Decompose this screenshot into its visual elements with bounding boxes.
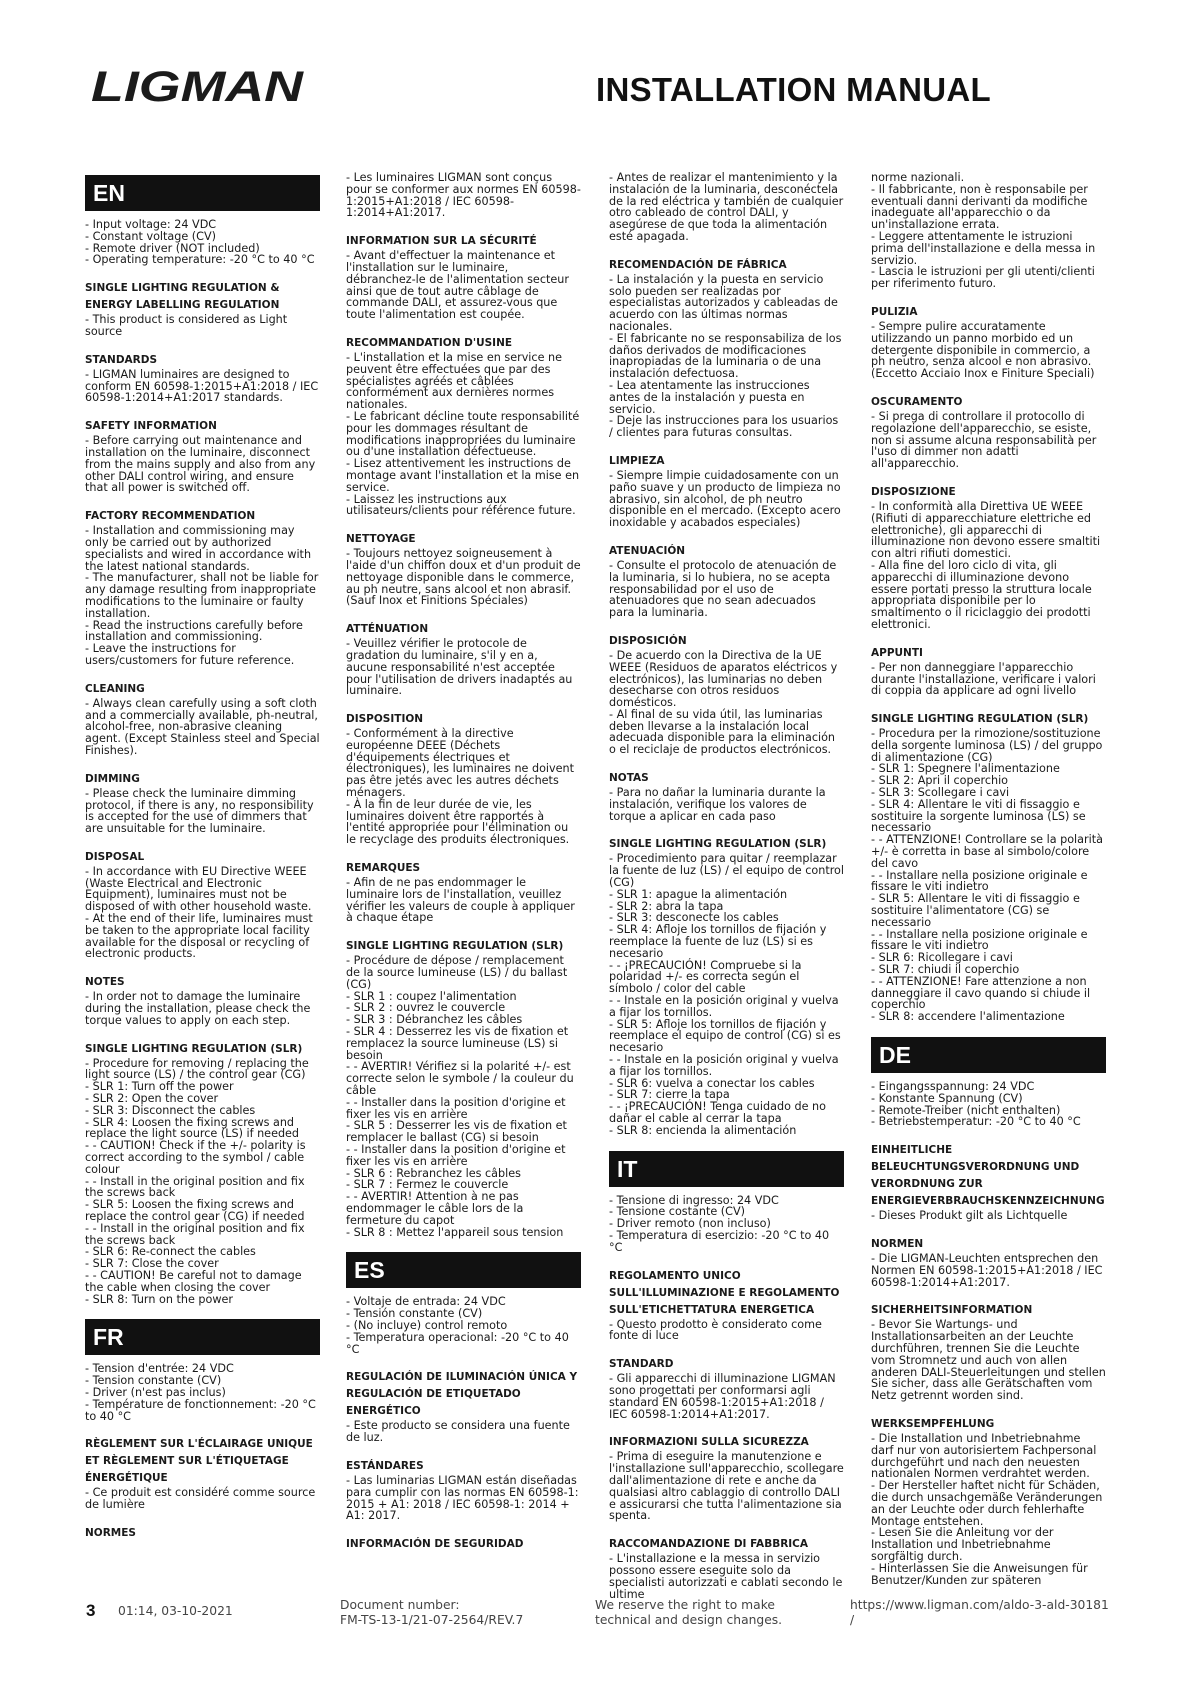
text-line: - Deje las instrucciones para los usuarios / clientes para futuras consultas. [609,414,839,440]
text-line: - Gli apparecchi di illuminazione LIGMAN sono progettati per conformarsi agli standard EN 60598-1:2015+A1:2018 / IEC 60598-1:2014+A1:2017. [609,1372,836,1421]
section [609,633,844,756]
text-line: - - ATTENZIONE! Controllare se la polarità +/- è corretta in base al simbolo/colore del cavo [871,833,1103,870]
text-line: - Alla fine del loro ciclo di vita, gli apparecchi di illuminazione devono essere portati presso la struttura locale appropriata disponibile per lo smaltimento o il riciclaggio dei prodotti elettronici. [871,558,1092,631]
text-line: norme nazionali. [871,171,965,184]
text-line: - SLR 5: Afloje los tornillos de fijación y reemplace el equipo de control (CG) si es necesario [609,1017,841,1055]
section-heading: DISPOSAL [85,850,145,863]
text-line: - - Installare nella posizione originale e fissare le viti indietro [871,927,1088,953]
text-line: - Tensión constante (CV) [346,1307,483,1321]
section [609,836,844,1136]
text-line: - Die LIGMAN-Leuchten entsprechen den Normen EN 60598-1:2015+A1:2018 / IEC 60598-1:2014+A1:2017. [871,1252,1103,1289]
section-heading: DISPOSIZIONE [871,485,956,498]
text-line: - SLR 4: Afloje los tornillos de fijación y reemplace la fuente de luz (LS) si es necesario [609,923,827,960]
disclaimer-line-2: technical and design changes. [595,1613,783,1627]
section-heading: EINHEITLICHE BELEUCHTUNGSVERORDNUNG UND VERORDNUNG ZUR ENERGIEVERBRAUCHSKENNZEICHNUNG [871,1144,1105,1208]
text-line: - In accordance with EU Directive WEEE (Waste Electrical and Electronic Equipment), luminaires must not be disposed of with other household waste. [85,864,312,914]
section-heading: CLEANING [85,682,145,695]
section [871,645,1106,697]
section [85,219,320,266]
text-line: - SLR 8: encienda la alimentación [609,1123,797,1137]
section-heading: NETTOYAGE [346,533,416,546]
text-line: - Veuillez vérifier le protocole de gradation du luminaire, s'il y en a, aucune responsabilité n'est acceptée pour l'utilisation de drivers inadaptés au luminaire. [346,637,573,698]
text-line: - - Install in the original position and fix the screws back [85,1174,305,1200]
section [871,711,1106,1023]
language-header-fr: FR [85,1319,320,1355]
text-line: - Please check the luminaire dimming protocol, if there is any, no responsibility is accepted for the use of dimmers that are unsuitable for the luminaire. [85,786,314,836]
text-line: - SLR 6 : Rebranchez les câbles [346,1166,521,1180]
logo-wordmark: LIGMAN [91,64,305,110]
text-line: - Eingangsspannung: 24 VDC [871,1080,1035,1094]
section [871,1081,1106,1128]
section [85,508,320,667]
text-line: - La instalación y la puesta en servicio solo pueden ser realizadas por especialistas autorizados y cableadas de acuerdo con las últimas normas nacionales. [609,272,838,333]
text-line: - Leggere attentamente le istruzioni prima dell'installazione e della messa in servizio. [871,229,1096,267]
language-header-es: ES [346,1252,581,1288]
text-line: - SLR 4: Loosen the fixing screws and replace the light source (LS) if needed [85,1115,300,1141]
section-heading: APPUNTI [871,646,923,659]
section-heading: INFORMATION SUR LA SÉCURITÉ [346,235,537,248]
section [346,172,581,219]
section [346,531,581,607]
section [346,335,581,517]
text-line: - Driver (n'est pas inclus) [85,1385,226,1399]
column-4 [871,172,1106,1600]
text-line: - SLR 2: Open the cover [85,1092,219,1106]
text-line: - Para no dañar la luminaria durante la instalación, verifique los valores de torque a aplicar en cada paso [609,786,826,823]
ligman-logo [91,64,306,110]
text-line: - - Installer dans la position d'origine et fixer les vis en arrière [346,1143,566,1168]
section [346,621,581,697]
text-line: - Read the instructions carefully before installation and commissioning. [85,618,303,644]
column-1 [85,175,320,1556]
text-line: - SLR 5: Loosen the fixing screws and replace the control gear (CG) if needed [85,1198,305,1224]
text-line: - Per non danneggiare l'apparecchio durante l'installazione, verificare i valori di coppia da applicare ad ogni livello [871,660,1096,698]
text-line: - Conformément à la directive européenne DEEE (Déchets d'équipements électriques et électroniques), les luminaires ne doivent pas être jetés avec les autres déchets ménagers. [346,727,575,800]
text-line: - Operating temperature: -20 °C to 40 °C [85,253,315,267]
disclaimer-line-1: We reserve the right to make [595,1598,775,1612]
text-line: - Dieses Produkt gilt als Lichtquelle [871,1209,1068,1223]
section-heading: REGULACIÓN DE ILUMINACIÓN ÚNICA Y REGULACIÓN DE ETIQUETADO ENERGÉTICO [346,1371,578,1418]
text-line: - L'installazione e la messa in servizio possono essere eseguite solo da specialisti autorizzati e cablati secondo le ultime [609,1552,843,1601]
text-line: - Tension d'entrée: 24 VDC [85,1362,234,1376]
text-line: - SLR 8: Turn on the power [85,1292,233,1306]
text-line: - SLR 4: Allentare le viti di fissaggio e sostituire la sorgente luminosa (LS) se necessario [871,797,1086,835]
section-heading: RECOMMANDATION D'USINE [346,336,513,349]
section [609,1434,844,1522]
section [346,860,581,924]
section-heading: ESTÁNDARES [346,1459,424,1472]
text-line: - - ATTENZIONE! Fare attenzione a non danneggiare il cavo quando si chiude il coperchio [871,974,1091,1012]
section [346,233,581,321]
text-line: - - Instale en la posición original y vuelva a fijar los tornillos. [609,994,839,1019]
text-line: - À la fin de leur durée de vie, les luminaires doivent être rapportés à l'entité appropriée pour l'élimination ou le recyclage des produits électroniques. [346,797,570,847]
text-line: - SLR 2 : ouvrez le couvercle [346,1001,506,1015]
section [346,1296,581,1355]
text-line: - Input voltage: 24 VDC [85,218,217,231]
text-line: - - Installare nella posizione originale e fissare le viti indietro [871,868,1088,894]
section [85,418,320,494]
section [85,1363,320,1422]
text-line: - Le fabricant décline toute responsabilité pour les dommages résultant de modifications inappropriées du luminaire ou d'une installation défectueuse. [346,409,580,459]
section [85,280,320,338]
text-line: - The manufacturer, shall not be liable for any damage resulting from inappropriate modifications to the luminaire or faulty installation. [85,571,319,620]
text-line: - SLR 3 : Débranchez les câbles [346,1013,523,1027]
text-line: - - Installer dans la position d'origine et fixer les vis en arrière [346,1095,566,1121]
text-line: - Este producto se considera una fuente de luz. [346,1419,570,1445]
text-line: - This product is considered as Light source [85,313,288,338]
footer-document-number [340,1598,523,1628]
text-line: - SLR 1: apague la alimentación [609,887,788,901]
section [346,1369,581,1444]
text-line: - Tensione di ingresso: 24 VDC [609,1193,779,1207]
section [85,352,320,404]
url-line-2: / [850,1613,855,1627]
text-line: - Bevor Sie Wartungs- und Installationsarbeiten an der Leuchte durchführen, trennen Sie die Leuchte vom Stromnetz und auch von allen anderen DALI-Steuerleitungen und stellen Sie sicher, dass alle Gerätschaften vom Netz getrennt worden sind. [871,1318,1106,1403]
section-heading: DIMMING [85,772,140,785]
text-line: - SLR 5 : Desserrer les vis de fixation et remplacer le ballast (CG) si besoin [346,1119,567,1145]
text-line: - Avant d'effectuer la maintenance et l'installation sur le luminaire, débranchez-le de l'alimentation secteur ainsi que de tout autre câblage de commande DALI, et assurez-vous que toute l'alimentation est coupée. [346,249,569,322]
text-line: - SLR 6: Re-connect the cables [85,1245,256,1259]
section-heading: SAFETY INFORMATION [85,420,217,433]
text-line: - El fabricante no se responsabiliza de los daños derivados de modificaciones inapropiadas de la luminaria o de una instalación defectuosa. [609,331,842,381]
section [609,543,844,619]
section-heading: NOTES [85,976,125,989]
section [85,681,320,757]
text-line: - Procedure for removing / replacing the light source (LS) / the control gear (CG) [85,1056,309,1082]
text-line: - Les luminaires LIGMAN sont conçus pour se conformer aux normes EN 60598-1:2015+A1:2018 / IEC 60598-1:2014+A1:2017. [346,171,581,220]
section [609,257,844,439]
text-line: - Al final de su vida útil, las luminarias deben llevarse a la instalación local adecuada disponible para la eliminación o el reciclaje de productos electrónicos. [609,707,836,757]
section [85,771,320,835]
section-heading: RÈGLEMENT SUR L'ÉCLAIRAGE UNIQUE ET RÈGLEMENT SUR L'ÉTIQUETAGE ÉNERGÉTIQUE [85,1438,313,1485]
section [346,711,581,846]
url-line-1[interactable]: https://www.ligman.com/aldo-3-ald-30181 [850,1598,1109,1612]
section-heading: NORMES [85,1526,136,1539]
text-line: - Remote-Treiber (nicht enthalten) [871,1103,1061,1117]
text-line: - LIGMAN luminaires are designed to conform EN 60598-1:2015+A1:2018 / IEC 60598-1:2014+A1:2017 standards. [85,367,319,405]
section-heading: SINGLE LIGHTING REGULATION (SLR) [346,940,564,953]
section-heading: SINGLE LIGHTING REGULATION (SLR) [871,713,1089,726]
section-heading: REGOLAMENTO UNICO SULL'ILLUMINAZIONE E REGOLAMENTO SULL'ETICHETTATURA ENERGETICA [609,1269,840,1316]
section [871,1302,1106,1402]
section [609,172,844,243]
section-heading: ATTÉNUATION [346,623,429,636]
text-line: - Las luminarias LIGMAN están diseñadas para cumplir con las normas EN 60598-1: 2015 + A1: 2018 / IEC 60598-1: 2014 + A1: 2017. [346,1473,579,1523]
section [85,849,320,960]
section-heading: OSCURAMENTO [871,395,963,408]
text-line: - SLR 1: Spegnere l'alimentazione [871,762,1060,776]
column-3 [609,172,844,1614]
section-heading: PULIZIA [871,305,918,318]
section [871,1236,1106,1288]
section-heading: RECOMENDACIÓN DE FÁBRICA [609,258,787,271]
text-line: - SLR 5: Allentare le viti di fissaggio e sostituire l'alimentatore (CG) se necessario [871,892,1080,929]
text-line: - Afin de ne pas endommager le luminaire lors de l'installation, veuillez vérifier les valeurs de couple à appliquer à chaque étape [346,876,575,925]
section-heading: NOTAS [609,772,649,785]
section-heading: INFORMAZIONI SULLA SICUREZZA [609,1436,809,1449]
section [85,1525,320,1542]
text-line: - Prima di eseguire la manutenzione e l'installazione sull'apparecchio, scollegare dall'alimentazione di rete e anche da qualsiasi altro cablaggio di controllo DALI e assicurarsi che tutta l'alimentazione sia spenta. [609,1450,844,1523]
text-line: - Sempre pulire accuratamente utilizzando un panno morbido ed un detergente disponibile in commercio, a ph neutro, senza alcool e non abrasivo. (Eccetto Acciaio Inox e Finiture Speciali) [871,319,1095,381]
text-line: - Laissez les instructions aux utilisateurs/clients pour référence future. [346,492,576,518]
text-line: - Betriebstemperatur: -20 °C to 40 °C [871,1115,1081,1129]
text-line: - SLR 1: Turn off the power [85,1080,234,1094]
text-line: - Die Installation und Inbetriebnahme darf nur von autorisiertem Fachpersonal durchgeführt und nach den neuesten nationalen Normen verdrahtet werden. [871,1431,1097,1481]
text-line: - - Install in the original position and fix the screws back [85,1221,305,1247]
text-line: - L'installation et la mise en service ne peuvent être effectuées que par des spécialistes agréés et câblées conformément aux dernières normes nationales. [346,350,562,412]
text-line: - SLR 6: vuelva a conectar los cables [609,1076,815,1090]
section-heading: SICHERHEITSINFORMATION [871,1304,1033,1317]
text-line: - - AVERTIR! Vérifiez si la polarité +/- est correcte selon le symbole / la couleur du câble [346,1060,574,1098]
language-header-it: IT [609,1151,844,1187]
section-heading: SINGLE LIGHTING REGULATION (SLR) [85,1042,303,1055]
section [609,1356,844,1420]
section-heading: STANDARD [609,1358,674,1371]
section [609,1268,844,1343]
section [871,484,1106,631]
text-line: - Antes de realizar el mantenimiento y la instalación de la luminaria, desconéctela de la red eléctrica y también de cualquier otro cableado de control DALI, y asegúrese de que toda la alimentación esté apagada. [609,171,844,243]
text-line: - Siempre limpie cuidadosamente con un paño suave y un producto de limpieza no abrasivo, sin alcohol, de ph neutro disponible en el mercado. (Excepto acero inoxidable y acabados especiales) [609,468,841,530]
text-line: - - Instale en la posición original y vuelva a fijar los tornillos. [609,1053,839,1078]
text-line: - Lesen Sie die Anleitung vor der Installation und Inbetriebnahme sorgfältig durch. [871,1526,1054,1563]
section [609,453,844,529]
section [346,1536,581,1553]
logo-graphic [91,64,306,110]
section-heading: DISPOSICIÓN [609,634,687,647]
section-heading: NORMEN [871,1238,924,1250]
text-line: - Questo prodotto è considerato come fonte di luce [609,1317,822,1343]
text-line: - Lisez attentivement les instructions de montage avant l'installation et la mise en service. [346,457,580,494]
section [609,1536,844,1600]
text-line: - Voltaje de entrada: 24 VDC [346,1295,506,1309]
language-header-en: EN [85,175,320,211]
text-line: - Lascia le istruzioni per gli utenti/clienti per riferimento futuro. [871,265,1095,291]
text-line: - Tensione costante (CV) [609,1205,745,1219]
text-line: - SLR 3: Scollegare i cavi [871,786,1010,800]
doc-number-value: FM-TS-13-1/21-07-2564/REV.7 [340,1613,524,1627]
section-heading: SINGLE LIGHTING REGULATION (SLR) [609,838,827,851]
section-heading: DISPOSITION [346,713,424,726]
section [346,1458,581,1522]
text-line: - Der Hersteller haftet nicht für Schäden, die durch unsachgemäße Veränderungen an der Leuchte oder durch fehlerhafte Montage entstehen. [871,1479,1103,1528]
text-line: - SLR 2: Apri il coperchio [871,774,1009,788]
text-line: - SLR 8: accendere l'alimentazione [871,1010,1065,1024]
section [609,1195,844,1254]
text-line: - Si prega di controllare il protocollo di regolazione dell'apparecchio, se esiste, non si assume alcuna responsabilità per l'uso di dimmer non adatti all'apparecchio. [871,409,1097,471]
section [85,1436,320,1511]
text-line: - - AVERTIR! Attention à ne pas endommager le câble lors de la fermeture du capot [346,1190,524,1227]
text-line: - Hinterlassen Sie die Anweisungen für Benutzer/Kunden zur späteren [871,1561,1088,1587]
text-line: - (No incluye) control remoto [346,1318,508,1332]
section [609,770,844,822]
text-line: - Tension constante (CV) [85,1374,222,1388]
text-line: - - CAUTION! Be careful not to damage the cable when closing the cover [85,1269,302,1294]
text-line: - Before carrying out maintenance and installation on the luminaire, disconnect from the mains supply and also from any other DALI control wiring, and ensure that all power is switched off. [85,434,316,495]
section [85,1041,320,1306]
text-line: - SLR 7 : Fermez le couvercle [346,1178,509,1192]
text-line: - Always clean carefully using a soft cloth and a commercially available, ph-neutral, alcohol-free, non-abrasive cleaning agent. (Except Stainless steel and Special Finishes). [85,696,320,757]
text-line: - Temperatura operacional: -20 °C to 40 °C [346,1330,569,1356]
section [871,394,1106,470]
text-line: - SLR 3: desconecte los cables [609,911,779,925]
text-line: - SLR 2: abra la tapa [609,899,724,913]
text-line: - Procedura per la rimozione/sostituzione della sorgente luminosa (LS) / del gruppo di alimentazione (CG) [871,727,1103,764]
text-line: - In conformità alla Direttiva UE WEEE (Rifiuti di apparecchiature elettriche ed elettroniche), gli apparecchi di illuminazione non devono essere smaltiti con altri rifiuti domestici. [871,499,1101,561]
text-line: - Temperatura di esercizio: -20 °C to 40 °C [609,1228,830,1254]
text-line: - SLR 1 : coupez l'alimentation [346,989,517,1003]
section-heading: ATENUACIÓN [609,544,686,557]
text-line: - SLR 3: Disconnect the cables [85,1103,256,1117]
text-line: - Installation and commissioning may only be carried out by authorized specialists and wired in accordance with the latest national standards. [85,524,312,573]
section [871,304,1106,380]
section-heading: WERKSEMPFEHLUNG [871,1417,995,1430]
text-line: - De acuerdo con la Directiva de la UE WEEE (Residuos de aparatos eléctricos y electrónicos), las luminarias no deben desecharse con otros residuos domésticos. [609,648,838,710]
text-line: - SLR 7: cierre la tapa [609,1088,730,1102]
text-line: - Lea atentamente las instrucciones antes de la instalación y puesta en servicio. [609,378,810,416]
text-line: - SLR 8 : Mettez l'appareil sous tension [346,1225,564,1239]
text-line: - Konstante Spannung (CV) [871,1091,1023,1105]
text-line: - SLR 4 : Desserrez les vis de fixation et remplacez la source lumineuse (LS) si besoin [346,1025,569,1062]
section [871,172,1106,290]
footer-url [850,1598,1109,1628]
section [85,974,320,1026]
text-line: - - CAUTION! Check if the +/- polarity is correct according to the symbol / cable colour [85,1139,306,1176]
language-header-de: DE [871,1037,1106,1073]
text-line: - Il fabbricante, non è responsabile per eventuali danni derivanti da modifiche inadeguate all'apparecchio o da un'installazione errata. [871,182,1088,232]
text-line: - - ¡PRECAUCIÓN! Compruebe si la polaridad +/- es correcta según el símbolo / color del cable [609,958,802,996]
section-heading: REMARQUES [346,862,421,875]
text-line: - Remote driver (NOT included) [85,241,260,255]
text-line: - SLR 7: Close the cover [85,1257,219,1271]
text-line: - In order not to damage the luminaire during the installation, please check the torque values to apply on each step. [85,990,311,1027]
page-title: INSTALLATION MANUAL [596,71,991,108]
text-line: - Procedimiento para quitar / reemplazar la fuente de luz (LS) / el equipo de control (CG) [609,852,845,890]
text-line: - SLR 6: Ricollegare i cavi [871,951,1013,965]
footer-timestamp: 01:14, 03-10-2021 [118,1604,233,1618]
section [871,1142,1106,1222]
text-line: - Température de fonctionnement: -20 °C to 40 °C [85,1397,316,1423]
section-heading: SINGLE LIGHTING REGULATION & ENERGY LABELLING REGULATION [85,282,280,312]
section-heading: LIMPIEZA [609,454,665,467]
footer-disclaimer [595,1598,782,1628]
text-line: - Ce produit est considéré comme source de lumière [85,1486,316,1512]
section-heading: FACTORY RECOMMENDATION [85,510,256,523]
text-line: - Driver remoto (non incluso) [609,1217,771,1231]
section [871,1416,1106,1586]
text-line: - Consulte el protocolo de atenuación de la luminaria, si lo hubiera, no se acepta responsabilidad por el uso de atenuadores que no sean adecuados para la luminaria. [609,558,837,620]
text-line: - Toujours nettoyez soigneusement à l'aide d'un chiffon doux et d'un produit de nettoyage disponible dans le commerce, au ph neutre, sans alcool et non abrasif. (Sauf Inox et Finitions Spéciales) [346,547,581,608]
text-line: - - ¡PRECAUCIÓN! Tenga cuidado de no dañar el cable al cerrar la tapa [609,1100,826,1125]
page-number: 3 [86,1601,96,1620]
column-2 [346,172,581,1567]
text-line: - SLR 7: chiudi il coperchio [871,963,1020,977]
section-heading: STANDARDS [85,353,158,366]
text-line: - Leave the instructions for users/customers for future reference. [85,642,295,667]
text-line: - At the end of their life, luminaires must be taken to the appropriate local facility available for the disposal or recycling of electronic products. [85,912,313,961]
text-line: - Constant voltage (CV) [85,229,216,243]
section [346,938,581,1238]
section-heading: INFORMACIÓN DE SEGURIDAD [346,1538,524,1551]
doc-number-label: Document number: [340,1598,460,1612]
section-heading: RACCOMANDAZIONE DI FABBRICA [609,1538,809,1551]
text-line: - Procédure de dépose / remplacement de la source lumineuse (LS) / du ballast (CG) [346,954,568,991]
